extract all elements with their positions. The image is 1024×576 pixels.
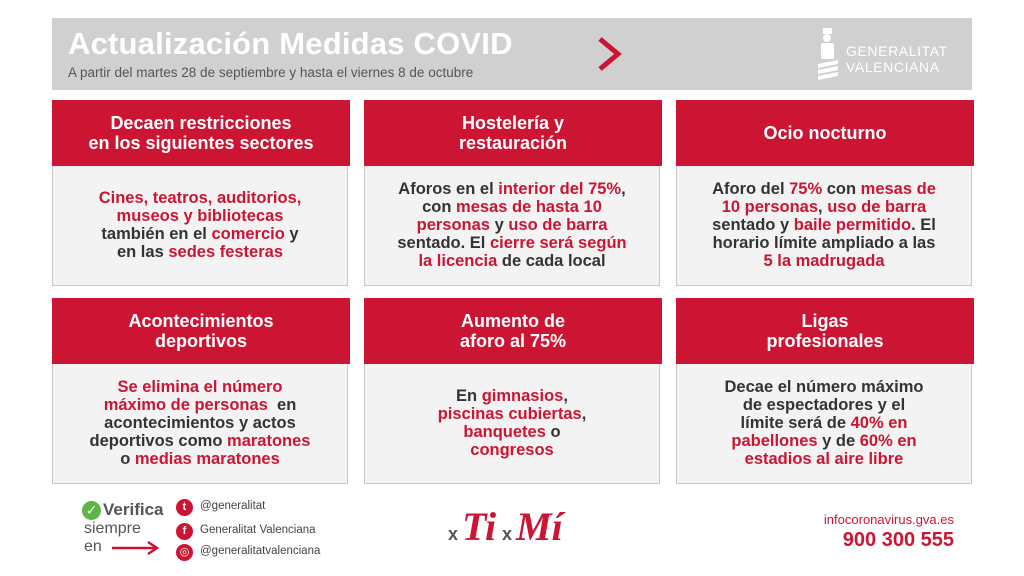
logo-line-2: VALENCIANA [846, 59, 940, 75]
highlight-text: interior del 75% [498, 180, 622, 198]
highlight-text: medias maratones [134, 450, 280, 468]
highlight-text: 60% en estadios al aire libre [744, 432, 917, 468]
body-text: Decae el número máximo de espectadores y el límite será de [724, 378, 924, 432]
arrow-right-icon [112, 540, 160, 556]
body-text: , [563, 387, 568, 405]
coat-of-arms-icon [816, 26, 842, 82]
body-text: o [120, 450, 131, 468]
body-text: en acontecimientos y actos deportivos como [89, 396, 297, 450]
body-text: Aforos en el [398, 180, 499, 198]
highlight-text: baile permitido [793, 216, 912, 234]
highlight-text: mesas de hasta 10 personas [416, 198, 602, 234]
body-text: y [489, 216, 509, 234]
website-link[interactable]: infocoronavirus.gva.es [823, 512, 954, 527]
highlight-text: mesas de 10 personas [721, 180, 936, 216]
page-title: Actualización Medidas COVID [68, 26, 513, 61]
highlight-text: Cines, teatros, auditorios, museos y bibliotecas [98, 189, 302, 225]
body-text: En [456, 387, 482, 405]
body-text: sentado y [712, 216, 790, 234]
highlight-text: piscinas cubiertas [437, 405, 582, 423]
highlight-text: comercio [211, 225, 285, 243]
twitter-icon: t [176, 499, 193, 516]
en-label: en [84, 538, 102, 555]
check-icon: ✓ [82, 501, 101, 520]
card-title: Ocio nocturno [676, 100, 974, 166]
social-handle: Generalitat Valenciana [200, 524, 316, 536]
logo-ti: Ti [462, 504, 497, 549]
body-text: de cada local [497, 252, 606, 270]
facebook-icon: f [176, 523, 193, 540]
body-text: . El horario límite ampliado a las [712, 216, 936, 252]
body-text: y en las [116, 225, 299, 261]
card-restricciones [52, 100, 348, 286]
body-text: con [822, 180, 861, 198]
card-title: Ligas profesionales [676, 298, 974, 364]
card-body [685, 169, 963, 281]
highlight-text: uso de barra [508, 216, 608, 234]
card-body [61, 367, 339, 479]
body-text: o [550, 423, 561, 441]
instagram-icon: ◎ [176, 544, 193, 561]
highlight-text: Se elimina el número máximo de personas [103, 378, 283, 414]
card-aforo [364, 298, 660, 484]
body-text: Aforo del [712, 180, 790, 198]
card-title: Acontecimientos deportivos [52, 298, 350, 364]
phone-number[interactable]: 900 300 555 [842, 529, 954, 551]
highlight-text: maratones [227, 432, 311, 450]
logo-mi: Mí [516, 504, 563, 549]
contact-info [804, 512, 954, 552]
body-text: , [581, 405, 587, 423]
social-twitter[interactable] [176, 498, 376, 518]
social-handle: @generalitatvalenciana [200, 545, 321, 557]
highlight-text: 40% en pabellones [731, 414, 908, 450]
card-ocio-nocturno [676, 100, 972, 286]
logo-x1: x [448, 524, 459, 544]
card-ligas [676, 298, 972, 484]
card-title: Hostelería y restauración [364, 100, 662, 166]
card-acontecimientos [52, 298, 348, 484]
siempre-label: siempre [84, 520, 141, 537]
highlight-text: sedes festeras [168, 243, 284, 261]
card-body [373, 367, 651, 479]
card-title: Aumento de aforo al 75% [364, 298, 662, 364]
body-text: y de [817, 432, 860, 450]
body-text: también en el [101, 225, 207, 243]
highlight-text: 5 la madrugada [763, 252, 885, 270]
social-handle: @generalitat [200, 500, 266, 512]
highlight-text: 75% [789, 180, 823, 198]
verifica-block [82, 500, 182, 560]
header-banner [52, 18, 972, 90]
highlight-text: congresos [470, 441, 554, 459]
highlight-text: cierre será según la licencia [418, 234, 627, 270]
card-title: Decaen restricciones en los siguientes sectores [52, 100, 350, 166]
card-hosteleria [364, 100, 660, 286]
highlight-text: banquetes [463, 423, 546, 441]
logo-line-1: GENERALITAT [846, 43, 948, 59]
social-instagram[interactable] [176, 543, 376, 563]
body-text: sentado. El [397, 234, 486, 252]
highlight-text: gimnasios [481, 387, 564, 405]
generalitat-logo [816, 26, 956, 82]
verifica-label: Verifica [103, 500, 164, 519]
page-subtitle: A partir del martes 28 de septiembre y hasta el viernes 8 de octubre [68, 65, 474, 80]
chevron-right-icon [594, 36, 624, 72]
body-text: , con [422, 180, 626, 216]
card-body [373, 169, 651, 281]
body-text: , [818, 198, 828, 216]
logo-x2: x [502, 524, 513, 544]
card-body [685, 367, 963, 479]
social-facebook[interactable] [176, 522, 376, 542]
card-body [61, 169, 339, 281]
xtixmi-logo [446, 500, 576, 554]
highlight-text: uso de barra [827, 198, 927, 216]
